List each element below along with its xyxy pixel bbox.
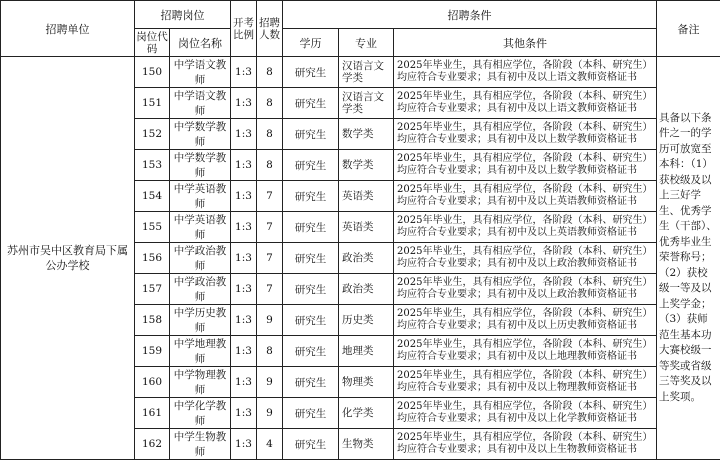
other-conditions-cell: 2025年毕业生，具有相应学位，各阶段（本科、研究生）均应符合专业要求；具有初中及以上历史教师资格证书 bbox=[394, 305, 657, 336]
position-code-cell: 157 bbox=[135, 274, 170, 305]
position-name-cell: 中学政治教师 bbox=[170, 274, 231, 305]
major-cell: 英语类 bbox=[339, 181, 394, 212]
major-cell: 汉语言文学类 bbox=[339, 57, 394, 88]
exam-ratio-cell: 1:3 bbox=[231, 88, 257, 119]
conditions-group-header: 招聘条件 bbox=[283, 1, 657, 29]
major-cell: 物理类 bbox=[339, 367, 394, 398]
education-cell: 研究生 bbox=[283, 119, 339, 150]
education-cell: 研究生 bbox=[283, 336, 339, 367]
position-code-header: 岗位代码 bbox=[135, 29, 170, 57]
exam-ratio-cell: 1:3 bbox=[231, 398, 257, 429]
education-cell: 研究生 bbox=[283, 88, 339, 119]
major-cell: 历史类 bbox=[339, 305, 394, 336]
unit-header: 招聘单位 bbox=[1, 1, 135, 57]
major-cell: 数学类 bbox=[339, 150, 394, 181]
other-conditions-cell: 2025年毕业生，具有相应学位，各阶段（本科、研究生）均应符合专业要求；具有初中及以上生物教师资格证书 bbox=[394, 429, 657, 460]
education-cell: 研究生 bbox=[283, 305, 339, 336]
education-cell: 研究生 bbox=[283, 398, 339, 429]
position-name-cell: 中学语文教师 bbox=[170, 88, 231, 119]
position-code-cell: 153 bbox=[135, 150, 170, 181]
recruit-count-cell: 7 bbox=[257, 243, 283, 274]
exam-ratio-cell: 1:3 bbox=[231, 150, 257, 181]
position-code-cell: 161 bbox=[135, 398, 170, 429]
major-cell: 政治类 bbox=[339, 243, 394, 274]
position-name-cell: 中学政治教师 bbox=[170, 243, 231, 274]
exam-ratio-cell: 1:3 bbox=[231, 429, 257, 460]
education-header: 学历 bbox=[283, 29, 339, 57]
exam-ratio-cell: 1:3 bbox=[231, 212, 257, 243]
education-cell: 研究生 bbox=[283, 367, 339, 398]
exam-ratio-cell: 1:3 bbox=[231, 367, 257, 398]
position-code-cell: 162 bbox=[135, 429, 170, 460]
other-conditions-cell: 2025年毕业生，具有相应学位，各阶段（本科、研究生）均应符合专业要求；具有初中及以上化学教师资格证书 bbox=[394, 398, 657, 429]
recruit-count-cell: 9 bbox=[257, 398, 283, 429]
recruit-count-cell: 8 bbox=[257, 336, 283, 367]
remarks-cell: 具备以下条件之一的学历可放宽至本科：（1）获校级及以上三好学生、优秀学生（干部）、优秀毕业生荣誉称号；（2）获校级一等及以上奖学金；（3）获师范生基本功大赛校级一等奖或省级三等奖及以上奖项。 bbox=[657, 57, 720, 460]
recruit-count-cell: 8 bbox=[257, 119, 283, 150]
exam-ratio-cell: 1:3 bbox=[231, 57, 257, 88]
position-name-cell: 中学英语教师 bbox=[170, 181, 231, 212]
major-cell: 英语类 bbox=[339, 212, 394, 243]
position-name-cell: 中学语文教师 bbox=[170, 57, 231, 88]
recruit-count-header: 招聘人数 bbox=[257, 1, 283, 57]
exam-ratio-cell: 1:3 bbox=[231, 119, 257, 150]
exam-ratio-cell: 1:3 bbox=[231, 274, 257, 305]
position-name-cell: 中学英语教师 bbox=[170, 212, 231, 243]
recruit-count-cell: 4 bbox=[257, 429, 283, 460]
education-cell: 研究生 bbox=[283, 274, 339, 305]
other-conditions-cell: 2025年毕业生，具有相应学位，各阶段（本科、研究生）均应符合专业要求；具有初中及以上政治教师资格证书 bbox=[394, 243, 657, 274]
position-code-cell: 156 bbox=[135, 243, 170, 274]
table-body bbox=[1, 57, 720, 460]
recruit-count-cell: 8 bbox=[257, 150, 283, 181]
major-cell: 政治类 bbox=[339, 274, 394, 305]
position-code-cell: 155 bbox=[135, 212, 170, 243]
other-conditions-cell: 2025年毕业生，具有相应学位，各阶段（本科、研究生）均应符合专业要求；具有初中及以上数学教师资格证书 bbox=[394, 119, 657, 150]
education-cell: 研究生 bbox=[283, 212, 339, 243]
position-name-cell: 中学物理教师 bbox=[170, 367, 231, 398]
position-code-cell: 151 bbox=[135, 88, 170, 119]
exam-ratio-header: 开考比例 bbox=[231, 1, 257, 57]
position-name-cell: 中学生物教师 bbox=[170, 429, 231, 460]
other-conditions-cell: 2025年毕业生，具有相应学位，各阶段（本科、研究生）均应符合专业要求；具有初中及以上地理教师资格证书 bbox=[394, 336, 657, 367]
major-cell: 地理类 bbox=[339, 336, 394, 367]
exam-ratio-cell: 1:3 bbox=[231, 336, 257, 367]
recruit-count-cell: 9 bbox=[257, 305, 283, 336]
education-cell: 研究生 bbox=[283, 243, 339, 274]
recruit-count-cell: 7 bbox=[257, 181, 283, 212]
education-cell: 研究生 bbox=[283, 429, 339, 460]
other-conditions-cell: 2025年毕业生，具有相应学位，各阶段（本科、研究生）均应符合专业要求；具有初中及以上英语教师资格证书 bbox=[394, 212, 657, 243]
position-name-cell: 中学数学教师 bbox=[170, 119, 231, 150]
other-conditions-cell: 2025年毕业生，具有相应学位，各阶段（本科、研究生）均应符合专业要求；具有初中及以上政治教师资格证书 bbox=[394, 274, 657, 305]
education-cell: 研究生 bbox=[283, 181, 339, 212]
education-cell: 研究生 bbox=[283, 57, 339, 88]
header-row-top bbox=[1, 1, 720, 29]
position-code-cell: 160 bbox=[135, 367, 170, 398]
other-conditions-cell: 2025年毕业生，具有相应学位，各阶段（本科、研究生）均应符合专业要求；具有初中及以上英语教师资格证书 bbox=[394, 181, 657, 212]
position-code-cell: 150 bbox=[135, 57, 170, 88]
unit-name-cell: 苏州市吴中区教育局下属公办学校 bbox=[1, 57, 135, 460]
position-name-cell: 中学历史教师 bbox=[170, 305, 231, 336]
position-name-cell: 中学化学教师 bbox=[170, 398, 231, 429]
position-code-cell: 152 bbox=[135, 119, 170, 150]
recruit-count-cell: 9 bbox=[257, 367, 283, 398]
recruit-count-cell: 7 bbox=[257, 212, 283, 243]
position-code-cell: 158 bbox=[135, 305, 170, 336]
position-code-cell: 154 bbox=[135, 181, 170, 212]
major-cell: 汉语言文学类 bbox=[339, 88, 394, 119]
other-conditions-cell: 2025年毕业生，具有相应学位，各阶段（本科、研究生）均应符合专业要求；具有初中及以上物理教师资格证书 bbox=[394, 367, 657, 398]
other-conditions-cell: 2025年毕业生，具有相应学位，各阶段（本科、研究生）均应符合专业要求；具有初中及以上语文教师资格证书 bbox=[394, 88, 657, 119]
exam-ratio-cell: 1:3 bbox=[231, 305, 257, 336]
position-name-cell: 中学数学教师 bbox=[170, 150, 231, 181]
other-conditions-cell: 2025年毕业生，具有相应学位，各阶段（本科、研究生）均应符合专业要求；具有初中及以上数学教师资格证书 bbox=[394, 150, 657, 181]
exam-ratio-cell: 1:3 bbox=[231, 243, 257, 274]
position-name-cell: 中学地理教师 bbox=[170, 336, 231, 367]
position-code-cell: 159 bbox=[135, 336, 170, 367]
position-group-header: 招聘岗位 bbox=[135, 1, 231, 29]
recruit-count-cell: 7 bbox=[257, 274, 283, 305]
remarks-header: 备注 bbox=[657, 1, 720, 57]
other-conditions-header: 其他条件 bbox=[394, 29, 657, 57]
major-cell: 数学类 bbox=[339, 119, 394, 150]
recruit-count-cell: 8 bbox=[257, 88, 283, 119]
major-cell: 生物类 bbox=[339, 429, 394, 460]
exam-ratio-cell: 1:3 bbox=[231, 181, 257, 212]
table-row bbox=[1, 57, 720, 88]
other-conditions-cell: 2025年毕业生，具有相应学位，各阶段（本科、研究生）均应符合专业要求；具有初中及以上语文教师资格证书 bbox=[394, 57, 657, 88]
major-header: 专业 bbox=[339, 29, 394, 57]
major-cell: 化学类 bbox=[339, 398, 394, 429]
education-cell: 研究生 bbox=[283, 150, 339, 181]
recruit-count-cell: 8 bbox=[257, 57, 283, 88]
position-name-header: 岗位名称 bbox=[170, 29, 231, 57]
